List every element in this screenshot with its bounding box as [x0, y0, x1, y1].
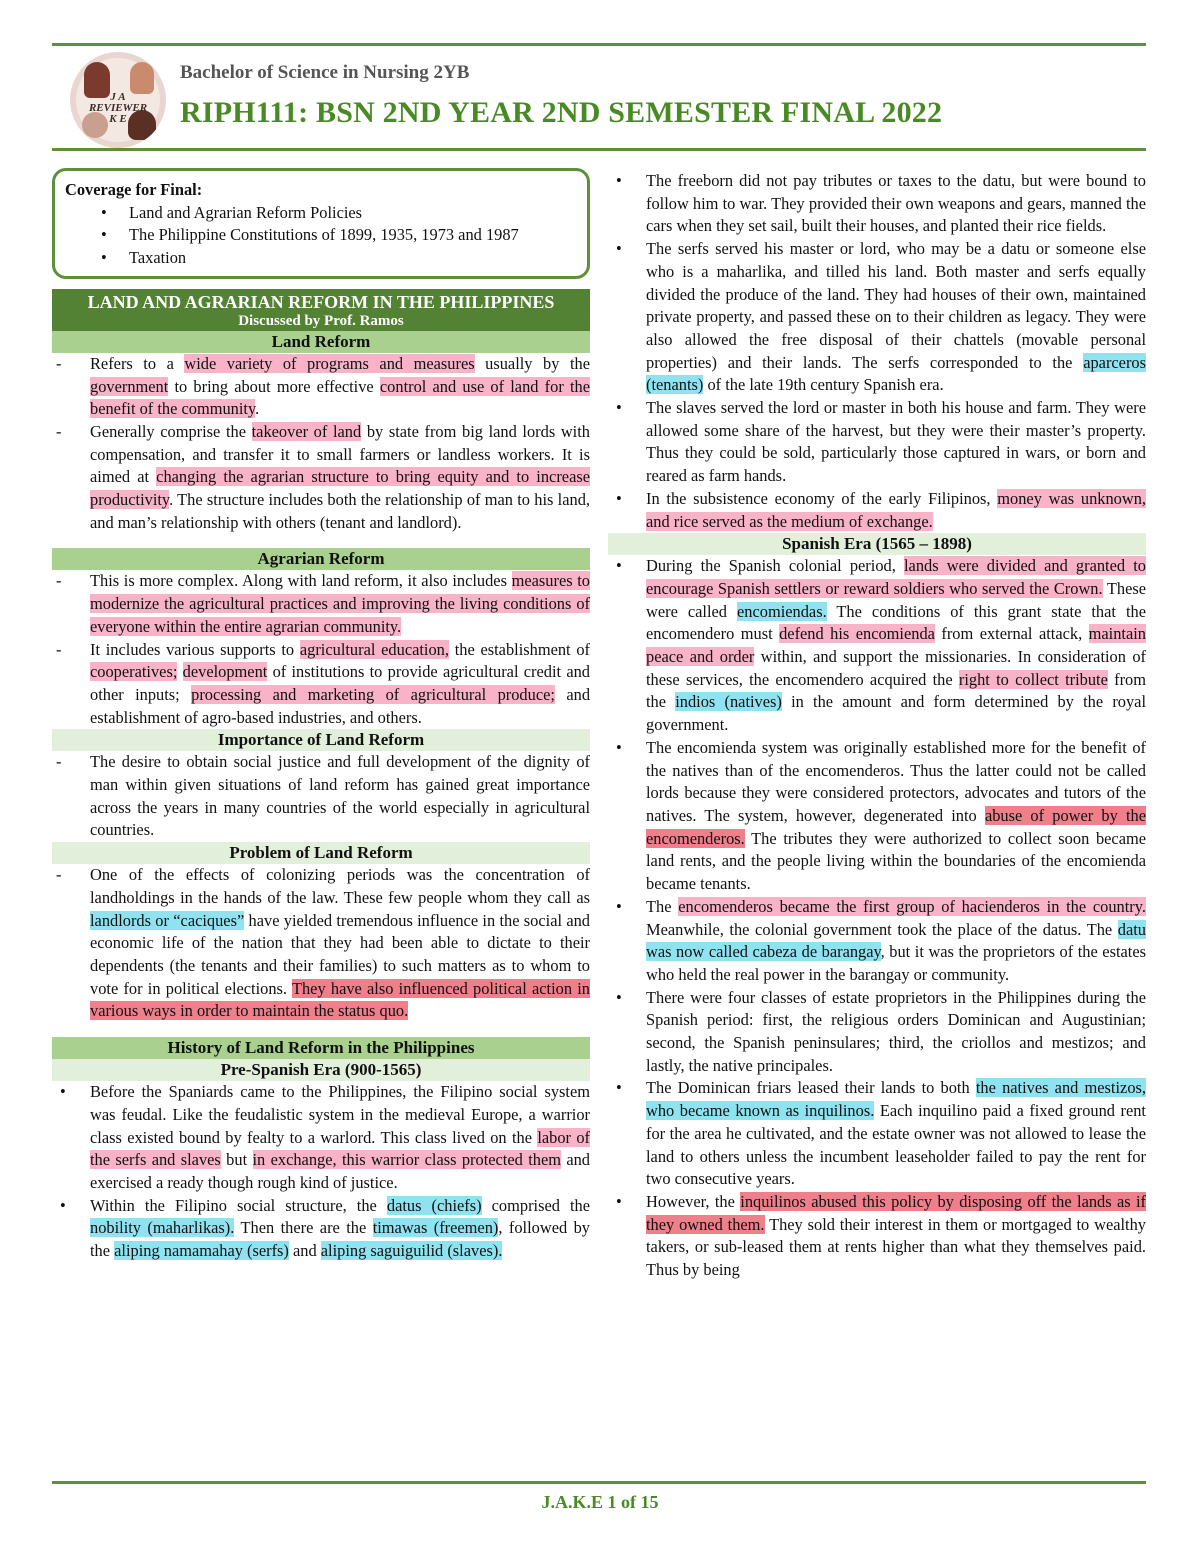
- reviewer-logo: [70, 52, 166, 148]
- agrarian-reform-list: [52, 570, 590, 729]
- spanish-era-list: [608, 555, 1146, 1282]
- list-item: [52, 1195, 590, 1263]
- highlighted-text: aliping saguiguilid (slaves).: [320, 1241, 503, 1261]
- heading-land-reform: Land Reform: [52, 331, 590, 353]
- text-run: The tributes they were authorized to collect soon became land rents, and the people living within the boundaries of the encomienda became tenants.: [646, 828, 1146, 894]
- highlighted-text: processing and marketing of agricultural produce;: [191, 684, 555, 704]
- list-item: [608, 238, 1146, 397]
- highlighted-text: agricultural education,: [299, 639, 449, 659]
- highlighted-text: indios (natives): [675, 692, 782, 712]
- text-run: The: [646, 896, 679, 916]
- highlighted-text: labor of the serfs and slaves: [90, 1127, 590, 1170]
- text-run: from external attack,: [934, 624, 1089, 644]
- coverage-list: [65, 202, 577, 270]
- section-discussed-by: Discussed by Prof. Ramos: [52, 313, 590, 331]
- coverage-heading: Coverage for Final:: [65, 180, 203, 199]
- highlighted-text: takeover of land: [251, 421, 362, 441]
- coverage-item: • Land and Agrarian Reform Policies: [65, 202, 577, 225]
- highlighted-text: in exchange, this warrior class protected them: [252, 1150, 561, 1170]
- highlighted-text: datu was now called cabeza de barangay: [646, 919, 1146, 962]
- text-run: There were four classes of estate proprietors in the Philippines during the Spanish period: first, the religious orders Dominican and Augustinian; second, the Spanish peninsulares; third, the criollos and mestizos; and lastly, the native principales.: [646, 987, 1146, 1075]
- text-run: of the late 19th century Spanish era.: [703, 375, 944, 395]
- highlighted-text: control and use of land for the benefit of the community: [90, 376, 590, 419]
- highlighted-text: wide variety of programs and measures: [184, 353, 475, 373]
- header-rule: [52, 148, 1146, 151]
- text-run: [177, 662, 182, 681]
- page-footer: J.A.K.E 1 of 15: [541, 1492, 659, 1512]
- list-item: [608, 1077, 1146, 1191]
- heading-history: History of Land Reform in the Philippines: [52, 1037, 590, 1059]
- text-run: The freeborn did not pay tributes or taxes to the datu, but were bound to follow him to war. They provided their own weapons and gears, manned the cars when they set sail, built their houses, and planted their rice fields.: [646, 171, 1146, 236]
- highlighted-text: They have also influenced political action in various ways in order to maintain the status quo.: [90, 978, 590, 1021]
- text-run: This is more complex. Along with land reform, it also includes: [90, 571, 512, 591]
- highlighted-text: abuse of power by the encomenderos.: [646, 805, 1146, 848]
- list-item: [608, 987, 1146, 1078]
- footer-rule: [52, 1481, 1146, 1484]
- right-column: [608, 170, 1146, 1282]
- list-item: [52, 639, 590, 730]
- text-run: It includes various supports to: [90, 639, 300, 659]
- list-item: [52, 353, 590, 421]
- text-run: Generally comprise the: [90, 421, 252, 441]
- list-item: [52, 421, 590, 535]
- text-run: comprised the: [481, 1195, 591, 1215]
- text-run: to bring about more effective: [168, 376, 380, 396]
- highlighted-text: encomiendas.: [737, 601, 827, 621]
- list-item: [608, 1191, 1146, 1282]
- list-item: [608, 488, 1146, 533]
- text-run: Each inquilino paid a fixed ground rent for the area he cultivated, and the estate owner was not allowed to lease the land to others unless the incumbent leaseholder failed to pay the rent for two consecutive years.: [646, 1101, 1146, 1189]
- highlighted-text: aparceros (tenants): [646, 352, 1146, 395]
- text-run: However, the: [646, 1191, 741, 1211]
- text-run: . The structure includes both the relationship of man to his land, and man’s relationship with others (tenant and landlord).: [90, 490, 590, 532]
- text-run: within, and support the missionaries. In consideration of these services, the encomendero acquired the: [646, 647, 1146, 689]
- coverage-item: • The Philippine Constitutions of 1899, 1935, 1973 and 1987: [65, 224, 577, 247]
- text-run: They sold their interest in them or mortgaged to wealthy takers, or sub-leased them at rents higher than what they themselves paid. Thus by being: [646, 1214, 1146, 1280]
- text-run: Before the Spaniards came to the Philippines, the Filipino social system was feudal. Like the feudalistic system in the medieval Europe, a warrior class existed bound by fealty to a warlord. This class lived on the: [90, 1082, 590, 1147]
- text-run: usually by the: [474, 353, 590, 373]
- text-run: In the subsistence economy of the early Filipinos,: [646, 488, 998, 508]
- text-run: have yielded tremendous influence in the social and economic life of the nation that they had been able to dictate to their dependents (the tenants and their families) to such matters as to whom to vote for in political elections.: [90, 910, 590, 998]
- text-run: in the amount and form determined by the royal government.: [646, 692, 1146, 735]
- heading-spanish-era: Spanish Era (1565 – 1898): [608, 533, 1146, 555]
- heading-importance: Importance of Land Reform: [52, 729, 590, 751]
- section-title: LAND AND AGRARIAN REFORM IN THE PHILIPPINES: [52, 289, 590, 313]
- highlighted-text: changing the agrarian structure to bring equity and to increase productivity: [90, 467, 590, 510]
- list-item: [52, 864, 590, 1023]
- heading-agrarian-reform: Agrarian Reform: [52, 548, 590, 570]
- highlighted-text: lands were divided and granted to encourage Spanish settlers or reward soldiers who served the Crown.: [646, 556, 1146, 598]
- highlighted-text: landlords or “caciques”: [90, 910, 245, 930]
- text-run: The slaves served the lord or master in both his house and farm. They were allowed some share of the harvest, but they were their master’s property. Thus they could be sold, particularly those captured in wars, or born and reared as farm hands.: [646, 398, 1146, 486]
- coverage-item: • Taxation: [65, 247, 577, 270]
- text-run: .: [255, 399, 260, 419]
- text-run: and establishment of agro-based industries, and others.: [90, 684, 591, 727]
- heading-problem: Problem of Land Reform: [52, 842, 590, 864]
- highlighted-text: inquilinos abused this policy by disposing off the lands as if they owned them.: [646, 1191, 1147, 1234]
- list-item: [608, 896, 1146, 987]
- text-run: One of the effects of colonizing periods was the concentration of landholdings in the hands of the law. These few people whom they call as: [90, 865, 590, 907]
- text-run: The conditions of this grant state that the encomendero must: [646, 601, 1146, 644]
- page-title: RIPH111: BSN 2ND YEAR 2ND SEMESTER FINAL 2022: [180, 96, 943, 129]
- coverage-box: [52, 168, 590, 279]
- text-run: The encomienda system was originally established more for the benefit of the natives than of the encomenderos. Thus the latter could not be called lords because they were considered protectors, advocates and tutors of the natives. The system, however, degenerated into: [646, 737, 1146, 825]
- highlighted-text: right to collect tribute: [958, 669, 1108, 689]
- text-run: and exercised a ready though rough kind of justice.: [90, 1150, 591, 1192]
- list-item: [608, 555, 1146, 737]
- pre-spanish-list: [52, 1081, 590, 1263]
- text-run: , but it was the proprietors of the estates who held the real power in the barangay or community.: [646, 942, 1146, 984]
- highlighted-text: money was unknown, and rice served as the medium of exchange.: [646, 488, 1146, 531]
- highlighted-text: cooperatives;: [90, 662, 178, 682]
- highlighted-text: development: [182, 662, 268, 682]
- highlighted-text: timawas (freemen): [372, 1218, 499, 1238]
- pre-spanish-continued-list: [608, 170, 1146, 533]
- list-item: [52, 751, 590, 842]
- list-item: [608, 397, 1146, 488]
- highlighted-text: measures to modernize the agricultural practices and improving the living conditions of everyone within the entire agrarian community.: [90, 571, 590, 636]
- heading-pre-spanish: Pre-Spanish Era (900-1565): [52, 1059, 590, 1081]
- highlighted-text: aliping namamahay (serfs): [114, 1241, 289, 1261]
- list-item: [608, 170, 1146, 238]
- highlighted-text: the natives and mestizos, who became known as inquilinos.: [646, 1078, 1146, 1121]
- top-rule: [52, 43, 1146, 46]
- land-reform-list: [52, 353, 590, 535]
- text-run: and: [288, 1241, 321, 1261]
- list-item: [608, 737, 1146, 896]
- text-run: from the: [646, 669, 1146, 712]
- highlighted-text: datus (chiefs): [386, 1195, 482, 1215]
- list-item: [52, 1081, 590, 1195]
- text-run: Within the Filipino social structure, the: [90, 1195, 387, 1215]
- highlighted-text: encomenderos became the first group of hacienderos in the country.: [678, 896, 1146, 916]
- text-run: of institutions to provide agricultural credit and other inputs;: [90, 662, 590, 704]
- text-run: During the Spanish colonial period,: [646, 556, 904, 576]
- text-run: The Dominican friars leased their lands to both: [646, 1078, 976, 1098]
- text-run: The desire to obtain social justice and full development of the dignity of man within given situations of land reform has gained great importance across the years in many countries of the world especially in agricultural countries.: [90, 752, 590, 840]
- text-run: Meanwhile, the colonial government took the place of the datus. The: [646, 919, 1118, 939]
- text-run: These were called: [646, 578, 1146, 621]
- importance-list: [52, 751, 590, 842]
- text-run: The serfs served his master or lord, who may be a datu or someone else who is a maharlika, and tilled his land. Both master and serfs equally divided the produce of the land. They had houses of their own, maintained private property, and passed these on to their children as legacy. They were also allowed the free disposal of their chattels (movable personal properties) and their lands. The serfs corresponded to the: [646, 239, 1146, 372]
- text-run: , followed by the: [90, 1218, 590, 1261]
- text-run: by state from big land lords with compensation, and transfer it to small farmers or landless workers. It is aimed at: [90, 421, 590, 487]
- highlighted-text: maintain peace and order: [646, 624, 1146, 667]
- text-run: but: [220, 1150, 253, 1170]
- highlighted-text: government: [90, 376, 169, 396]
- header-subtitle: Bachelor of Science in Nursing 2YB: [180, 62, 470, 83]
- text-run: Refers to a: [90, 353, 185, 373]
- left-column: [52, 168, 590, 1263]
- highlighted-text: nobility (maharlikas).: [90, 1218, 235, 1238]
- text-run: the establishment of: [448, 639, 590, 659]
- text-run: Then there are the: [234, 1218, 373, 1238]
- logo-text: J A REVIEWER K E: [88, 91, 148, 125]
- problem-list: [52, 864, 590, 1023]
- list-item: [52, 570, 590, 638]
- highlighted-text: defend his encomienda: [779, 624, 935, 644]
